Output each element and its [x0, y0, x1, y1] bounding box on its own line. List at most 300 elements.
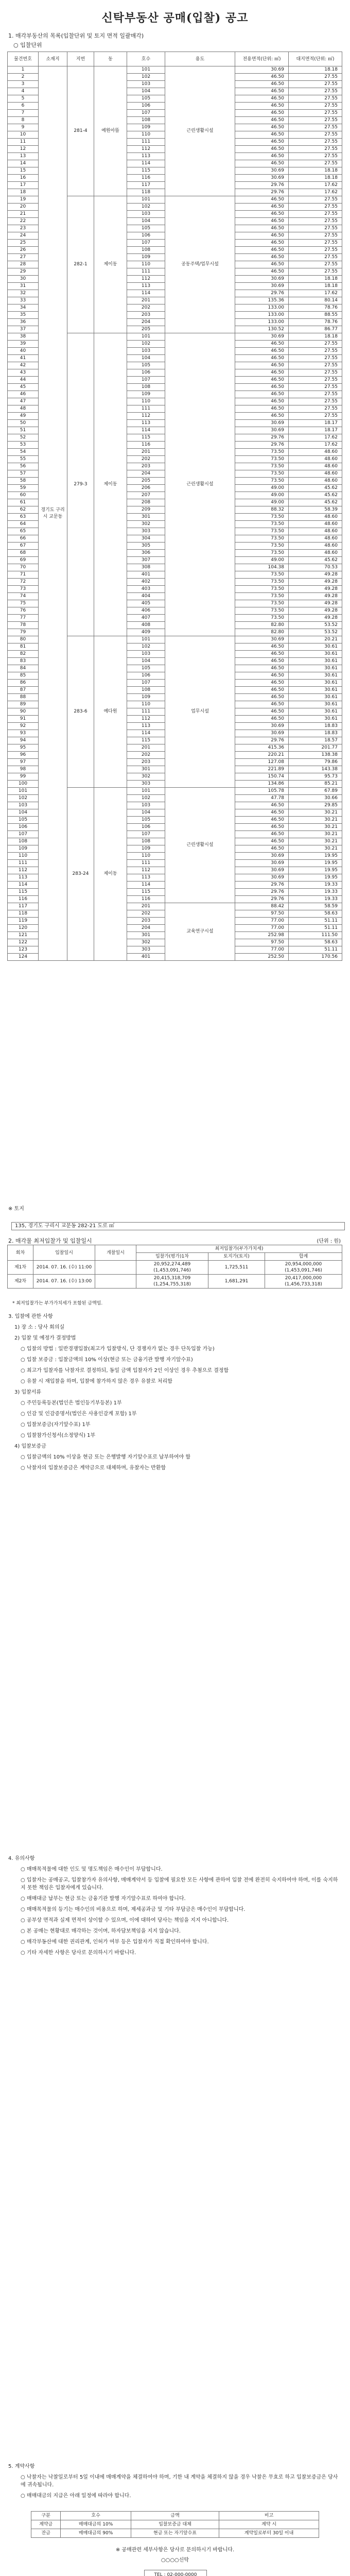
table-cell: 19 — [8, 196, 39, 204]
table-cell: 206 — [127, 485, 165, 492]
table-cell: 117 — [8, 903, 39, 910]
table-cell: 30.69 — [235, 276, 289, 283]
table-cell: 17.62 — [289, 182, 342, 189]
table-cell: 48.60 — [289, 521, 342, 528]
table-cell: 19.95 — [289, 874, 342, 882]
table-cell: 46.50 — [235, 643, 289, 651]
table-cell: 95 — [8, 744, 39, 752]
table-cell: 85.21 — [289, 781, 342, 788]
header-cell: 호수 — [61, 2512, 131, 2520]
table-cell: 112 — [127, 867, 165, 874]
table-cell: 46.50 — [235, 196, 289, 204]
section4-body — [8, 1855, 341, 1957]
header-cell: 전용면적(단위: ㎡) — [235, 52, 289, 66]
table-cell: 88.55 — [289, 312, 342, 319]
table-cell: 46.50 — [235, 405, 289, 413]
table-cell: 90 — [8, 708, 39, 716]
table-cell: 77.00 — [235, 946, 289, 954]
table-cell: 30.69 — [235, 333, 289, 341]
table-cell: 경기도 구리시 교문동 — [39, 66, 67, 961]
table-cell: 20,417,000,000 (1,456,733,318) — [265, 1275, 342, 1289]
table-cell: 27.55 — [289, 225, 342, 232]
table-cell: 26 — [8, 247, 39, 254]
table-row — [31, 2529, 319, 2538]
land-note-box: 135, 경기도 구리시 교문동 282-21 도로 ㎡ — [11, 1222, 345, 1230]
table-cell: 110 — [127, 131, 165, 139]
property-table — [7, 52, 342, 961]
table-cell: 계약금 — [31, 2520, 61, 2529]
sec5-line: ○ 낙찰자는 낙찰일로부터 5일 이내에 매매계약을 체결하여야 하며, 기한 내 계약을 체결하지 않을 경우 낙찰은 무효로 하고 입찰보증금은 당사에 귀속됩니다. — [21, 2475, 338, 2488]
table-cell: 48.60 — [289, 463, 342, 470]
table-cell: 30.69 — [235, 66, 289, 74]
table-cell: 283-6 — [67, 636, 94, 788]
table-cell: 66 — [8, 535, 39, 543]
table-cell: 48.60 — [289, 535, 342, 543]
table-cell: 46.50 — [235, 232, 289, 240]
table-cell: 67.89 — [289, 788, 342, 795]
table-cell: 46.50 — [235, 117, 289, 124]
table-cell: 27.55 — [289, 232, 342, 240]
table-cell: 29.76 — [235, 434, 289, 442]
table-cell: 109 — [127, 254, 165, 261]
header-cell: 비고 — [219, 2512, 319, 2520]
table-cell: 7 — [8, 110, 39, 117]
price-note: * 최저입찰가는 부가가치세가 포함된 금액임. — [12, 1301, 103, 1306]
table-cell: 49.28 — [289, 600, 342, 607]
table-cell: 103 — [127, 81, 165, 88]
table-cell: 25 — [8, 240, 39, 247]
table-cell: 51 — [8, 427, 39, 434]
table-cell: 407 — [127, 615, 165, 622]
table-cell: 27.55 — [289, 413, 342, 420]
table-cell: 30.69 — [235, 175, 289, 182]
table-cell: 203 — [127, 759, 165, 766]
table-cell: 27.55 — [289, 355, 342, 362]
table-cell: 48.60 — [289, 449, 342, 456]
table-cell: 10 — [8, 131, 39, 139]
section2-title: 2. 매각물 최저입찰가 및 입찰일시 — [8, 1238, 92, 1244]
table-cell: 4 — [8, 88, 39, 95]
table-cell: 45 — [8, 384, 39, 391]
table-cell: 27.55 — [289, 110, 342, 117]
table-cell: 111 — [8, 860, 39, 867]
table-cell: 17.62 — [289, 442, 342, 449]
table-cell: 113 — [127, 420, 165, 427]
table-cell: 73.50 — [235, 470, 289, 478]
sec3-line: 3) 입찰서류 — [14, 1389, 42, 1395]
table-cell: 46.50 — [235, 74, 289, 81]
table-cell: 122 — [8, 939, 39, 946]
table-cell: 27.55 — [289, 146, 342, 153]
sec3-line: ○ 입찰 보증금 : 입찰금액의 10% 이상(현금 또는 금융기관 발행 자기앞수표) — [21, 1357, 193, 1363]
table-cell: 46.50 — [235, 701, 289, 708]
table-cell: 98 — [8, 766, 39, 773]
table-cell: 73.50 — [235, 521, 289, 528]
table-cell: 58.63 — [289, 910, 342, 918]
table-cell: 29.76 — [235, 889, 289, 896]
table-cell: 205 — [127, 478, 165, 485]
table-cell: 27.55 — [289, 369, 342, 377]
table-cell: 28 — [8, 261, 39, 268]
table-cell: 19.95 — [289, 867, 342, 874]
sec4-line: ○ 공부상 면적과 실제 면적이 상이할 수 있으며, 이에 대하여 당사는 책임을 지지 아니합니다. — [21, 1918, 229, 1923]
table-cell: 150.74 — [235, 773, 289, 781]
table-cell: 1,725,511 — [208, 1261, 265, 1275]
table-cell: 17 — [8, 182, 39, 189]
table-cell: 30.61 — [289, 694, 342, 701]
table-cell: 46.50 — [235, 680, 289, 687]
table-cell: 46.50 — [235, 153, 289, 160]
table-cell: 23 — [8, 225, 39, 232]
table-cell: 135.36 — [235, 297, 289, 304]
table-cell: 114 — [8, 882, 39, 889]
table-cell: 48.60 — [289, 456, 342, 463]
table-cell: 97.50 — [235, 910, 289, 918]
table-cell: 170.56 — [289, 954, 342, 961]
table-cell: 404 — [127, 593, 165, 600]
table-cell: 46.50 — [235, 95, 289, 103]
table-cell: 302 — [127, 521, 165, 528]
section5-body — [8, 2463, 341, 2500]
table-cell: 46 — [8, 391, 39, 398]
table-cell: 60 — [8, 492, 39, 499]
table-cell: 107 — [127, 680, 165, 687]
table-cell: 204 — [127, 319, 165, 326]
table-cell: 201 — [127, 449, 165, 456]
table-cell: 97 — [8, 759, 39, 766]
table-cell: 44 — [8, 377, 39, 384]
table-cell: 46.50 — [235, 391, 289, 398]
table-cell: 46.50 — [235, 218, 289, 225]
table-cell: 116 — [127, 175, 165, 182]
table-cell: 116 — [8, 896, 39, 903]
table-row — [31, 2520, 319, 2529]
table-cell: 18.17 — [289, 420, 342, 427]
table-cell: 17.62 — [289, 290, 342, 297]
table-cell: 101 — [127, 196, 165, 204]
table-cell: 46.50 — [235, 341, 289, 348]
table-cell: 81 — [8, 643, 39, 651]
table-cell: 208 — [127, 499, 165, 506]
table-cell: 201 — [127, 297, 165, 304]
table-cell: 41 — [8, 355, 39, 362]
table-cell: 107 — [127, 110, 165, 117]
table-cell: 49 — [8, 413, 39, 420]
table-cell: 110 — [127, 853, 165, 860]
table-cell: 27.55 — [289, 240, 342, 247]
table-header-row — [31, 2512, 319, 2520]
table-cell: 110 — [8, 853, 39, 860]
table-cell: 57 — [8, 470, 39, 478]
table-cell: 46.50 — [235, 824, 289, 831]
table-cell: 113 — [8, 874, 39, 882]
property-table-body — [8, 66, 342, 961]
table-cell: 303 — [127, 946, 165, 954]
table-cell: 102 — [127, 74, 165, 81]
table-cell: 30.69 — [235, 860, 289, 867]
table-cell: 20,954,000,000 (1,453,091,746) — [265, 1261, 342, 1275]
table-cell: 2014. 07. 16. (수) 11:00 — [33, 1261, 95, 1275]
table-cell: 103 — [127, 348, 165, 355]
sec3-line: ○ 최고가 입찰자를 낙찰자로 결정하되, 동일 금액 입찰자가 2인 이상인 경우 추첨으로 결정함 — [21, 1368, 229, 1374]
table-cell: 27.55 — [289, 103, 342, 110]
table-cell: 115 — [127, 737, 165, 744]
table-cell: 18.57 — [289, 737, 342, 744]
table-cell: 108 — [127, 247, 165, 254]
table-cell: 36 — [8, 319, 39, 326]
table-cell: 73.50 — [235, 535, 289, 543]
table-cell: 74 — [8, 593, 39, 600]
table-cell: 78.76 — [289, 304, 342, 312]
table-cell: 30 — [8, 276, 39, 283]
table-cell: 46.50 — [235, 377, 289, 384]
table-cell: 114 — [127, 882, 165, 889]
header-cell: 구분 — [31, 2512, 61, 2520]
table-cell: 88.42 — [235, 903, 289, 910]
header-cell: 토지가(토지) — [208, 1253, 265, 1261]
table-cell: 87 — [8, 687, 39, 694]
table-cell: 105 — [8, 817, 39, 824]
table-cell: 107 — [127, 831, 165, 838]
table-cell: 46.50 — [235, 672, 289, 680]
table-cell: 127.08 — [235, 759, 289, 766]
table-cell: 46.50 — [235, 261, 289, 268]
sec3-line: 1) 장 소 : 당사 회의실 — [14, 1325, 65, 1330]
table-cell: 118 — [127, 189, 165, 196]
table-cell: 46.50 — [235, 348, 289, 355]
table-cell: 114 — [127, 290, 165, 297]
table-cell: 교육연구시설 — [165, 903, 235, 961]
sec3-line: ○ 입찰참가신청서(소정양식) 1부 — [21, 1433, 96, 1438]
table-cell: 17.62 — [289, 189, 342, 196]
table-cell: 50 — [8, 420, 39, 427]
header-cell: 합계 — [265, 1253, 342, 1261]
table-cell: 27.55 — [289, 196, 342, 204]
table-cell: 19.33 — [289, 889, 342, 896]
table-cell: 77.00 — [235, 918, 289, 925]
table-cell: 220.21 — [235, 752, 289, 759]
table-cell: 102 — [127, 204, 165, 211]
table-cell: 101 — [127, 788, 165, 795]
table-cell: 134.86 — [235, 781, 289, 788]
table-cell: 301 — [127, 514, 165, 521]
table-cell: 82 — [8, 651, 39, 658]
table-cell: 77 — [8, 615, 39, 622]
table-cell: 제2차 — [8, 1275, 33, 1289]
table-cell: 46.50 — [235, 845, 289, 853]
table-cell: 34 — [8, 304, 39, 312]
table-cell: 18.18 — [289, 66, 342, 74]
table-cell: 58.59 — [289, 903, 342, 910]
table-cell: 75 — [8, 600, 39, 607]
table-row — [8, 1261, 342, 1275]
table-cell: 105 — [127, 817, 165, 824]
table-cell: 202 — [127, 456, 165, 463]
table-cell: 30.69 — [235, 723, 289, 730]
table-cell: 예원아뜰 — [94, 66, 127, 196]
table-cell: 104 — [127, 88, 165, 95]
table-cell: 45.62 — [289, 557, 342, 564]
table-cell: 27.55 — [289, 405, 342, 413]
table-cell: 252.98 — [235, 932, 289, 939]
table-cell: 46.50 — [235, 687, 289, 694]
table-cell: 계약일로부터 30일 이내 — [219, 2529, 319, 2538]
sec4-line: ○ 본 공매는 현황대로 매각하는 것이며, 하자담보책임을 지지 않습니다. — [21, 1928, 181, 1934]
sec4-line: 4. 유의사항 — [8, 1856, 35, 1861]
table-cell: 46.50 — [235, 247, 289, 254]
sec3-line: ○ 낙찰자의 입찰보증금은 계약금으로 대체하며, 유찰자는 반환함 — [21, 1465, 166, 1471]
table-cell: 112 — [8, 867, 39, 874]
table-cell: 73.50 — [235, 463, 289, 470]
table-cell: 82.80 — [235, 622, 289, 629]
table-cell: 282-1 — [67, 196, 94, 333]
table-cell: 133.00 — [235, 319, 289, 326]
table-cell: 104 — [127, 809, 165, 817]
table-cell: 96 — [8, 752, 39, 759]
table-cell: 46.50 — [235, 413, 289, 420]
table-cell: 18.18 — [289, 333, 342, 341]
table-cell: 130.52 — [235, 326, 289, 333]
table-cell: 27.55 — [289, 254, 342, 261]
table-cell: 111 — [127, 860, 165, 867]
table-cell: 73.50 — [235, 607, 289, 615]
table-cell: 46.50 — [235, 831, 289, 838]
table-cell: 30.69 — [235, 420, 289, 427]
table-cell: 32 — [8, 290, 39, 297]
table-cell: 109 — [127, 845, 165, 853]
table-cell: 69 — [8, 557, 39, 564]
table-cell: 83 — [8, 658, 39, 665]
table-cell: 204 — [127, 925, 165, 932]
table-cell: 27.55 — [289, 391, 342, 398]
table-cell: 73.50 — [235, 449, 289, 456]
table-cell: 49.00 — [235, 492, 289, 499]
table-cell: 51.11 — [289, 946, 342, 954]
table-cell: 46.50 — [235, 802, 289, 809]
table-cell: 29.76 — [235, 882, 289, 889]
table-cell: 70 — [8, 564, 39, 571]
table-cell: 100 — [8, 781, 39, 788]
table-cell: 111 — [127, 139, 165, 146]
table-cell: 18.83 — [289, 723, 342, 730]
table-cell: 46.50 — [235, 240, 289, 247]
table-cell: 46.50 — [235, 384, 289, 391]
table-cell: 48.60 — [289, 470, 342, 478]
table-cell: 37 — [8, 326, 39, 333]
table-cell: 201.77 — [289, 744, 342, 752]
table-cell: 51.11 — [289, 918, 342, 925]
table-cell: 27.55 — [289, 218, 342, 225]
table-cell: 405 — [127, 600, 165, 607]
table-cell: 30.61 — [289, 716, 342, 723]
table-cell: 97.50 — [235, 939, 289, 946]
table-cell: 307 — [127, 557, 165, 564]
table-cell: 106 — [127, 672, 165, 680]
table-cell: 27.55 — [289, 398, 342, 405]
table-cell: 제이동 — [94, 788, 127, 961]
table-cell: 27.55 — [289, 117, 342, 124]
table-cell: 73.50 — [235, 478, 289, 485]
table-cell: 29 — [8, 268, 39, 276]
table-cell: 104 — [127, 218, 165, 225]
table-cell: 73.50 — [235, 550, 289, 557]
table-cell: 114 — [127, 730, 165, 737]
table-cell: 29.85 — [289, 802, 342, 809]
table-cell: 67 — [8, 543, 39, 550]
table-cell — [95, 1275, 136, 1289]
table-cell: 13 — [8, 153, 39, 160]
table-cell: 30.61 — [289, 651, 342, 658]
header-cell: 최저입찰가(부가가치세) — [136, 1245, 342, 1253]
table-cell: 303 — [127, 528, 165, 535]
table-cell: 46.50 — [235, 103, 289, 110]
table-cell: 409 — [127, 629, 165, 636]
table-cell: 88 — [8, 694, 39, 701]
table-cell: 49.28 — [289, 586, 342, 593]
table-cell: 108 — [127, 838, 165, 845]
table-cell: 93 — [8, 730, 39, 737]
table-cell: 103 — [127, 211, 165, 218]
table-cell: 109 — [127, 391, 165, 398]
table-cell: 46.50 — [235, 398, 289, 405]
table-cell: 406 — [127, 607, 165, 615]
table-cell: 49.28 — [289, 579, 342, 586]
company-name: ○○○○신탁 — [161, 2557, 189, 2563]
table-cell: 53 — [8, 442, 39, 449]
table-cell: 415.36 — [235, 744, 289, 752]
header-cell: 지번 — [67, 52, 94, 66]
table-cell: 106 — [127, 232, 165, 240]
table-cell: 108 — [8, 838, 39, 845]
table-cell: 27.55 — [289, 362, 342, 369]
table-cell: 예다원 — [94, 636, 127, 788]
table-cell: 49.28 — [289, 571, 342, 579]
table-cell: 제이동 — [94, 196, 127, 333]
table-cell: 제1차 — [8, 1261, 33, 1275]
table-cell: 19.33 — [289, 896, 342, 903]
table-cell: 58.39 — [289, 506, 342, 514]
table-cell: 401 — [127, 954, 165, 961]
table-cell: 27.55 — [289, 348, 342, 355]
table-cell: 92 — [8, 723, 39, 730]
table-cell: 115 — [127, 889, 165, 896]
table-cell: 103 — [127, 802, 165, 809]
header-cell: 용도 — [165, 52, 235, 66]
table-cell: 102 — [127, 643, 165, 651]
table-cell: 105 — [127, 362, 165, 369]
table-cell: 95.73 — [289, 773, 342, 781]
table-cell: 30.69 — [235, 283, 289, 290]
sec4-line: ○ 기타 자세한 사항은 당사로 문의하시기 바랍니다. — [21, 1950, 136, 1956]
table-cell: 70.53 — [289, 564, 342, 571]
table-cell: 138.38 — [289, 752, 342, 759]
table-cell: 107 — [8, 831, 39, 838]
table-cell: 46.50 — [235, 362, 289, 369]
table-cell: 76 — [8, 607, 39, 615]
table-cell: 86 — [8, 680, 39, 687]
table-cell: 48.60 — [289, 478, 342, 485]
table-cell: 71 — [8, 571, 39, 579]
table-cell: 45.62 — [289, 485, 342, 492]
table-cell: 203 — [127, 463, 165, 470]
table-cell: 30.69 — [235, 853, 289, 860]
table-row — [8, 1275, 342, 1289]
table-cell: 29.76 — [235, 442, 289, 449]
table-cell: 304 — [127, 535, 165, 543]
table-cell: 112 — [127, 276, 165, 283]
table-cell: 30.61 — [289, 701, 342, 708]
table-cell: 106 — [127, 824, 165, 831]
